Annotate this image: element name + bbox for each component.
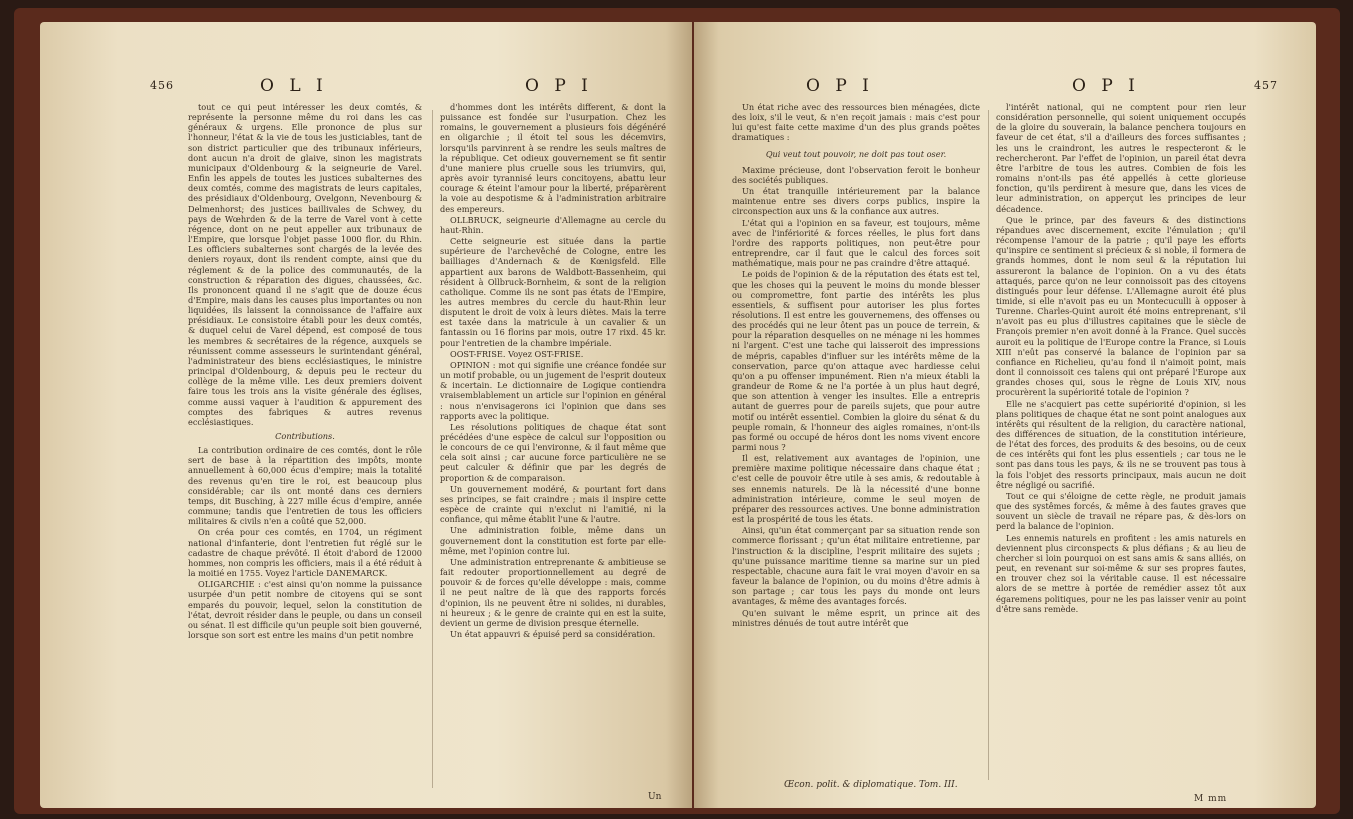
left-head-left: O L I (260, 76, 328, 96)
catchword: Un (648, 792, 662, 802)
paragraph: Elle ne s'acquiert pas cette supériorité d'opinion, si les plans politiques de chaque état ne sont point analogues aux intérêts qui résultent de la religion, du caractère national, des différences de situation, de la constitution intérieure, de l'état des forces, des produits & des besoins, ou de ceux de ces intérêts qui font les plus essentiels ; car tous ne le sont pas dans tous les pays, & ils ne se trouvent pas tous à la fois l'objet des ressorts principaux, mais aucun ne doit être négligé ou sacrifié. (996, 398, 1246, 490)
column-rule (432, 110, 433, 788)
paragraph: OPINION : mot qui signifie une créance fondée sur un motif probable, ou un jugement de l'esprit douteux & incertain. Le dictionnaire de Logique contiendra vraisemblablement un article sur l'opinion en général : nous n'envisagerons ici l'opinion que dans ses rapports avec la politique. (440, 359, 666, 421)
paragraph: On créa pour ces comtés, en 1704, un régiment national d'infanterie, dont l'entretien fut réglé sur le cadastre de chaque prévôté. Il étoit d'abord de 12000 hommes, non compris les officiers, mais il a été réduit à la moitié en 1755. Voyez l'article DANEMARCK. (188, 527, 422, 579)
paragraph: l'intérêt national, qui ne comptent pour rien leur considération personnelle, qui soient uniquement occupés de la gloire du souverain, la balance penchera toujours en faveur de cet état, s'il a d'ailleurs des forces suffisantes ; les uns le craindront, les autres le respecteront & le rechercheront. Par l'effet de l'opinion, un pareil état devra être l'arbitre de tous les autres. Combien de fois les romains n'ont-ils pas été appellés à cette glorieuse fonction, qu'ils perdirent à mesure que, dans les vices de leur administration, on apperçut les principes de leur décadence. (996, 102, 1246, 214)
subheading: Contributions. (275, 431, 335, 441)
left-page-number: 456 (150, 79, 174, 92)
paragraph: Ainsi, qu'un état commerçant par sa situation rende son commerce florissant ; qu'un état militaire entretienne, par l'instruction & la discipline, l'esprit militaire des sujets ; qu'une puissance maritime tienne sa marine sur un pied respectable, chacune aura fait le vrai moyen d'avoir en sa faveur la balance de l'opinion, ou du moins d'être admis à son partage ; car tous les pays du monde ont leurs avantages, & même des avantages forcés. (732, 525, 980, 607)
paragraph: Un état riche avec des ressources bien ménagées, dicte des loix, s'il le veut, & n'en reçoit jamais : mais c'est pour lui qu'est faite cette maxime d'un des plus grands poëtes dramatiques : (732, 102, 980, 143)
right-running-head (694, 76, 1316, 100)
paragraph: OLIGARCHIE : c'est ainsi qu'on nomme la puissance usurpée d'un petit nombre de citoyens qui se sont emparés du pouvoir, lequel, selon la constitution de l'état, devroit résider dans le peuple, ou dans un conseil ou sénat. Il est difficile qu'un peuple soit bien gouverné, lorsque son sort est entre les mains d'un petit nombre (188, 579, 422, 640)
paragraph: Le poids de l'opinion & de la réputation des états est tel, que les choses qui la peuvent le moins du monde blesser ou compromettre, font partie des intérêts les plus essentiels, & suffisent pour autoriser les plus fortes résolutions. Il est entre les gouvernemens, des offenses ou des procédés qui ne leur ôtent pas un pouce de terrein, & pour la réparation desquelles on ne ménage ni les hommes ni l'argent. C'est une tache qui laisseroit des impressions de mépris, capables d'influer sur les intérêts même de la conservation, parce qu'on attaque avec hardiesse celui qu'on a pu offenser impunément. Rien n'a mieux établi la grandeur de Rome & ne l'a portée à un plus haut degré, que son attention à venger les insultes. Elle a entrepris autant de guerres pour de pareils sujets, que pour autre motif ou intérêt essentiel. Combien la gloire du sénat & du peuple romain, & l'honneur des aigles romaines, n'ont-ils pas formé ou occupé de héros dont les noms vivent encore parmi nous ? (732, 269, 980, 452)
column-rule (988, 110, 989, 780)
paragraph: tout ce qui peut intéresser les deux comtés, & représente la personne même du roi dans les cas généraux & urgens. Elle prononce de plus sur l'honneur, l'état & la vie de tous les justiciables, tant de son district particulier que des tribunaux inférieurs, dont aucun n'a droit de glaive, sinon les magistrats municipaux d'Oldenbourg & la seigneurie de Varel. Enfin les appels de toutes les justices subalternes des deux comtés, comme des magistrats de leurs capitales, des présidiaux d'Oldenbourg, Ovelgonn, Nevenbourg & Delmenhorst; des justices baillivales de Schwey, du pays de Wœhrden & de la terre de Varel vont à cette régence, dont on ne peut appeller aux tribunaux de l'Empire, que lorsque l'objet passe 1000 flor. du Rhin. Les officiers subalternes sont chargés de la levée des deniers royaux, dont ils rendent compte, ainsi que du réglement & de la police des communautés, de la construction & réparation des digues, chaussées, &c. Ils prononcent quand il ne s'agit que de douze écus d'Empire, mais dans les causes plus importantes ou non liquidées, ils laissent la connoissance de l'affaire aux présidiaux. Le consistoire établi pour les deux comtés, & duquel celui de Varel dépend, est composé de tous les membres & secrétaires de la régence, auxquels se réunissent comme assesseurs le surintendant général, l'administrateur des biens ecclésiastiques, le ministre principal d'Oldenbourg, & depuis peu le recteur du collège de la même ville. Les deux premiers doivent faire tous les trois ans la visite générale des églises, comme aussi vaquer à l'audition & appurement des comptes des fabriques & autres revenus ecclésiastiques. (188, 102, 422, 427)
paragraph: Qu'en suivant le même esprit, un prince ait des ministres dénués de tout autre intérêt que (732, 607, 980, 628)
paragraph: La contribution ordinaire de ces comtés, dont le rôle sert de base à la répartition des impôts, monte annuellement à 60,000 écus d'empire; mais la totalité des revenus qu'en tire le roi, est beaucoup plus considérable; car ils ont monté dans ces derniers temps, dit Busching, à 227 mille écus d'empire, année commune; tandis que l'entretien de tous les officiers militaires & civils n'en a coûté que 52,000. (188, 445, 422, 527)
paragraph: Un gouvernement modéré, & pourtant fort dans ses principes, se fait craindre ; mais il inspire cette espèce de crainte qui n'exclut ni l'amitié, ni la confiance, qui même établit l'une & l'autre. (440, 483, 666, 525)
paragraph: Que le prince, par des faveurs & des distinctions répandues avec discernement, excite l'émulation ; qu'il récompense l'amour de la patrie ; qu'il paye les efforts qu'inspire ce sentiment si précieux & si noble, il formera de grands hommes, dont le nom seul & la réputation lui assureront la balance de l'opinion. On a vu des états attaqués, parce qu'on ne leur connoissoit pas des citoyens distingués pour leur défense. L'Allemagne auroit été plus timide, si elle n'avoit pas eu un Montecuculli à opposer à Turenne. Charles-Quint auroit été moins entreprenant, s'il n'avoit pas eu plus d'illustres capitaines que le siècle de François premier n'en avoit donné à la France. Quel succès auroit eu la politique de l'Europe contre la France, si Louis XIII n'eût pas conservé la balance de l'opinion par sa confiance en Richelieu, qu'au fond il n'aimoit point, mais dont il connoissoit ces talens qui ont préparé l'Europe aux grandes choses qui, sous le règne de Louis XIV, nous procurèrent la supériorité totale de l'opinion ? (996, 214, 1246, 398)
paragraph: L'état qui a l'opinion en sa faveur, est toujours, même avec de l'infériorité & forces réelles, le plus fort dans l'ordre des rapports politiques, non peut-être pour entreprendre, car il faut que le calcul des forces soit mathématique, mais pour ne pas craindre d'être attaqué. (732, 217, 980, 269)
right-page (694, 22, 1316, 808)
right-page-number: 457 (1254, 79, 1278, 92)
paragraph: Cette seigneurie est située dans la partie supérieure de l'archevêché de Cologne, entre les bailliages d'Andernach & de Kœnigsfeld. Elle appartient aux barons de Waldbott-Bassenheim, qui résident à Ollbruck-Bornheim, & sont de la religion catholique. Comme ils ne sont pas états de l'Empire, les autres membres du cercle du haut-Rhin leur disputent le droit de voix à leurs diètes. Mais la terre est taxée dans la matricule à un cavalier & un fantassin ou 16 florins par mois, outre 17 rixd. 45 kr. pour l'entretien de la chambre impériale. (440, 236, 666, 348)
left-column-1 (188, 102, 422, 792)
paragraph: Il est, relativement aux avantages de l'opinion, une première maxime politique nécessaire dans chaque état ; c'est celle de pouvoir être utile à ses amis, & redoutable à ses ennemis naturels. De là la nécessité d'une bonne administration intérieure, comme le seul moyen de préparer des ressources actives. Une bonne administration est la prospérité de tous les états. (732, 453, 980, 525)
paragraph: d'hommes dont les intérêts different, & dont la puissance est fondée sur l'usurpation. Chez les romains, le gouvernement a plusieurs fois dégénéré en oligarchie ; il étoit tel sous les décemvirs, lorsqu'ils parvinrent à se rendre les seuls maîtres de la république. Cet odieux gouvernement se fit sentir d'une maniere plus cruelle sous les triumvirs, qui, après avoir tyrannisé leurs concitoyens, abattu leur courage & éteint l'amour pour la liberté, préparèrent la voie au despotisme & à l'administration arbitraire des empereurs. (440, 102, 666, 214)
paragraph: Un état appauvri & épuisé perd sa considération. (450, 628, 656, 639)
left-column-2 (440, 102, 666, 792)
paragraph: Maxime précieuse, dont l'observation feroit le bonheur des sociétés publiques. (732, 164, 980, 185)
paragraph: Une administration entreprenante & ambitieuse se fait redouter proportionnellement au degré de pouvoir & de forces qu'elle développe : mais, comme il ne peut naître de là que des rapports forcés d'opinion, ils ne peuvent être ni solides, ni durables, ni heureux ; & le genre de crainte qui en est la suite, devient un germe de division presque éternelle. (440, 556, 666, 628)
paragraph: OOST-FRISE. Voyez OST-FRISE. (450, 348, 584, 359)
quotation: Qui veut tout pouvoir, ne doit pas tout oser. (765, 148, 947, 159)
right-column-1 (732, 102, 980, 778)
paragraph: Les résolutions politiques de chaque état sont précédées d'une espèce de calcul sur l'opposition ou le concours de ce qui l'environne, & il faut même que cela soit ainsi ; car aucune force particulière ne se peut calculer & définir que par les degrés de proportion & de comparaison. (440, 421, 666, 483)
right-head-left: O P I (806, 76, 874, 96)
paragraph: Une administration foible, même dans un gouvernement dont la constitution est forte par elle-même, met l'opinion contre lui. (440, 525, 666, 556)
right-column-2 (996, 102, 1246, 792)
right-head-right: O P I (1072, 76, 1140, 96)
signature-mark: M mm (1194, 794, 1228, 804)
paragraph: OLLBRUCK, seigneurie d'Allemagne au cercle du haut-Rhin. (440, 214, 666, 235)
footer-title: Œcon. polit. & diplomatique. Tom. III. (784, 780, 958, 790)
left-running-head (40, 76, 692, 100)
paragraph: Les ennemis naturels en profitent : les amis naturels en deviennent plus circonspects & plus défians ; & au lieu de chercher si loin pourquoi on est sans amis & sans alliés, on peut, en revenant sur soi-même & sur ses propres fautes, en trouver chez soi la véritable cause. Il est nécessaire alors de se mettre à portée de remédier assez tôt aux égaremens politiques, pour ne les pas laisser venir au point d'être sans remède. (996, 532, 1246, 614)
paragraph: Un état tranquille intérieurement par la balance maintenue entre ses divers corps publics, inspire la circonspection aux uns & la confiance aux autres. (732, 186, 980, 217)
left-page (40, 22, 692, 808)
book-spread (14, 8, 1340, 814)
left-head-right: O P I (525, 76, 593, 96)
paragraph: Tout ce qui s'éloigne de cette règle, ne produit jamais que des systêmes forcés, & même à des fautes graves que souvent un siècle de travail ne répare pas, & dès-lors on perd la balance de l'opinion. (996, 490, 1246, 532)
